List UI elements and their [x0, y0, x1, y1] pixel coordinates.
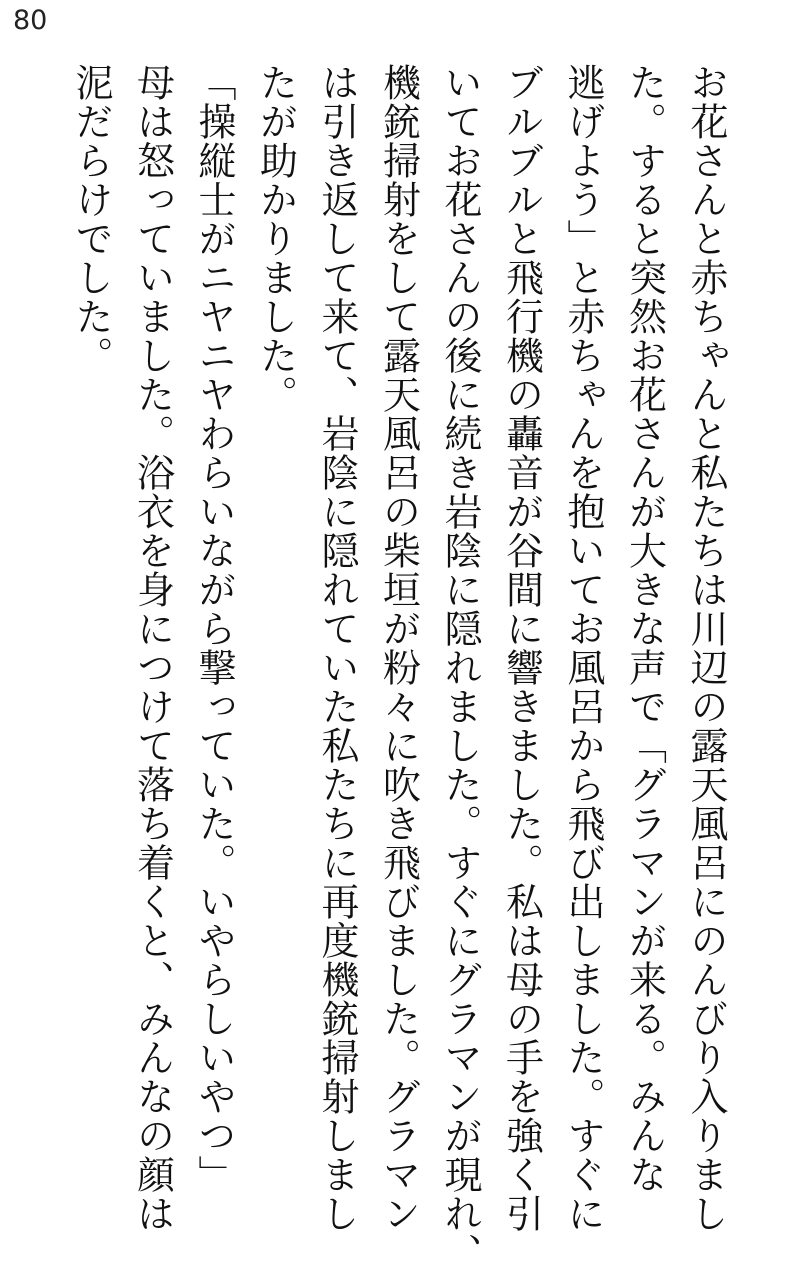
text-line: ブルブルと飛行機の轟音が谷間に響きました。私は母の手を強く引	[499, 63, 544, 1233]
text-line: 逃げよう」と赤ちゃんを抱いてお風呂から飛び出しました。すぐに	[561, 63, 605, 1233]
text-line: 母は怒っていました。浴衣を身につけて落ち着くと、みんなの顔は	[130, 63, 175, 1233]
text-line: 機銃掃射をして露天風呂の柴垣が粉々に吹き飛びました。グラマン	[376, 63, 421, 1233]
text-line: た。すると突然お花さんが大きな声で「グラマンが来る。みんな	[622, 63, 667, 1194]
text-line: お花さんと赤ちゃんと私たちは川辺の露天風呂にのんびり入りまし	[684, 63, 728, 1233]
page-number: 80	[13, 5, 48, 36]
text-line: 泥だらけでした。	[69, 63, 113, 375]
text-line: 「操縦士がニヤニヤわらいながら撃っていた。いやらしいやつ」	[192, 63, 236, 1194]
body-text	[60, 63, 737, 1280]
text-line: いてお花さんの後に続き岩陰に隠れました。すぐにグラマンが現れ、	[438, 63, 482, 1272]
text-line: たが助かりました。	[253, 63, 298, 414]
text-line: は引き返して来て、岩陰に隠れていた私たちに再度機銃掃射しまし	[315, 63, 359, 1233]
